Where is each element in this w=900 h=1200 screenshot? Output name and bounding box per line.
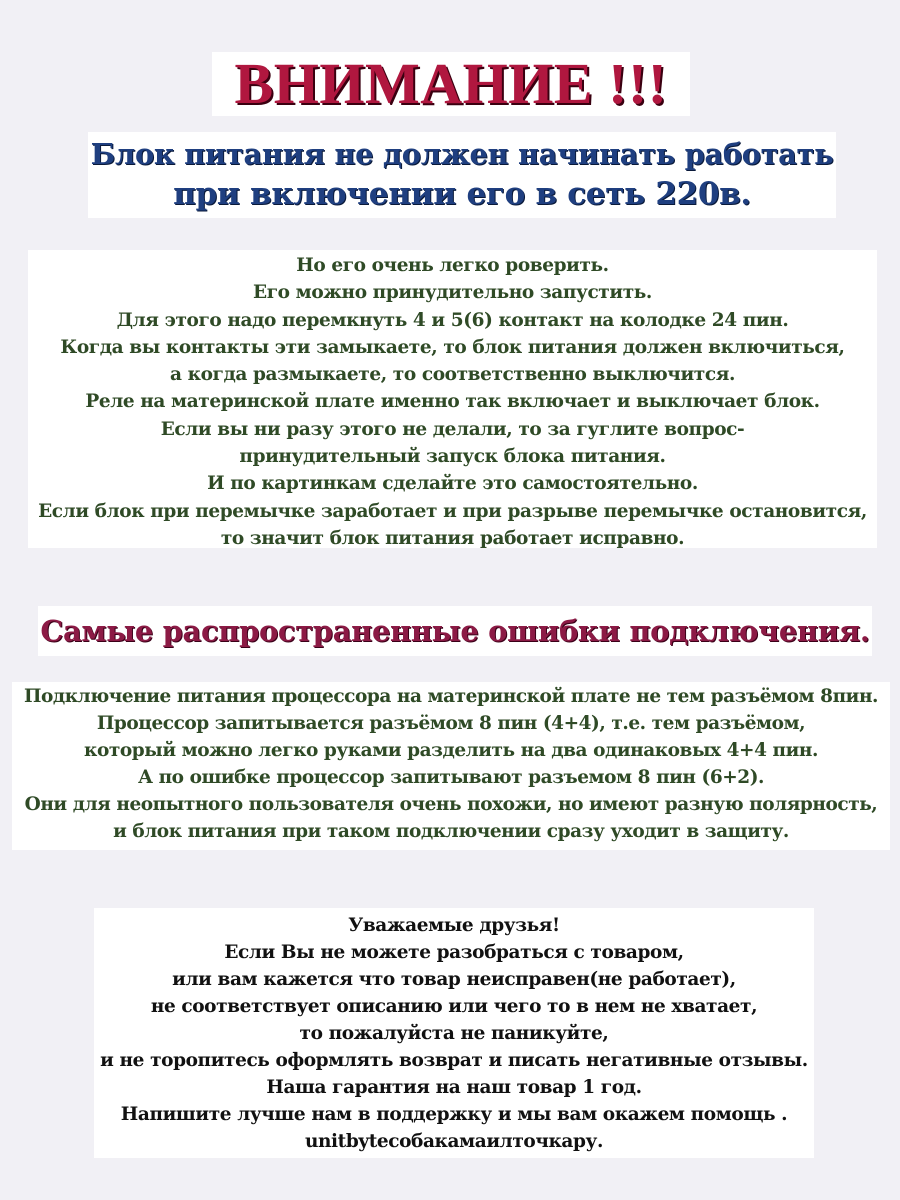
warning-title: ВНИМАНИЕ !!!: [212, 52, 690, 116]
common-errors-text: [12, 682, 890, 850]
support-line: Наша гарантия на наш товар 1 год.: [266, 1077, 642, 1098]
warning-subtitle-line: Блок питания не должен начинать работать: [90, 137, 834, 171]
error-line: Они для неопытного пользователя очень похожи, но имеют разную полярность,: [24, 794, 878, 815]
instruction-line: Его можно принудительно запустить.: [253, 282, 652, 304]
common-errors-title: Самые распространенные ошибки подключения.: [38, 606, 872, 656]
instruction-line: Для этого надо перемкнуть 4 и 5(6) контакт на колодке 24 пин.: [116, 309, 789, 331]
power-check-instructions: [28, 250, 877, 548]
support-line: Уважаемые друзья!: [348, 915, 560, 936]
error-line: и блок питания при таком подключении сразу уходит в защиту.: [113, 821, 789, 842]
support-contact: unitbyteсобакамаилточкару.: [304, 1131, 604, 1152]
instruction-line: И по картинкам сделайте это самостоятельно.: [207, 473, 698, 495]
support-message: [94, 908, 814, 1158]
instruction-line: а когда размыкаете, то соответственно выключится.: [169, 364, 736, 386]
instruction-line: Если блок при перемычке заработает и при разрыве перемычке остановится,: [38, 500, 867, 522]
instruction-line: Если вы ни разу этого не делали, то за гуглите вопрос-: [160, 418, 745, 440]
error-line: который можно легко руками разделить на два одинаковых 4+4 пин.: [84, 740, 818, 761]
instruction-line: принудительный запуск блока питания.: [239, 446, 666, 468]
error-line: А по ошибке процессор запитывают разъемом 8 пин (6+2).: [137, 767, 765, 788]
support-line: Напишите лучше нам в поддержку и мы вам окажем помощь .: [120, 1104, 788, 1125]
support-line: то пожалуйста не паникуйте,: [299, 1023, 609, 1044]
support-line: не соответствует описанию или чего то в нем не хватает,: [150, 996, 758, 1017]
support-line: и не торопитесь оформлять возврат и писать негативные отзывы.: [100, 1050, 808, 1071]
error-line: Подключение питания процессора на материнской плате не тем разъёмом 8пин.: [23, 686, 879, 707]
instruction-line: Когда вы контакты эти замыкаете, то блок питания должен включиться,: [60, 336, 845, 358]
instruction-line: то значит блок питания работает исправно.: [220, 527, 685, 549]
instruction-line: Реле на материнской плате именно так включает и выключает блок.: [85, 391, 820, 413]
error-line: Процессор запитывается разъёмом 8 пин (4+4), т.е. тем разъёмом,: [96, 713, 806, 734]
warning-subtitle: [88, 132, 836, 218]
warning-subtitle-line: при включении его в сеть 220в.: [173, 176, 751, 212]
instruction-line: Но его очень легко роверить.: [296, 255, 609, 276]
support-line: Если Вы не можете разобраться с товаром,: [224, 942, 684, 963]
support-line: или вам кажется что товар неисправен(не работает),: [172, 969, 736, 990]
